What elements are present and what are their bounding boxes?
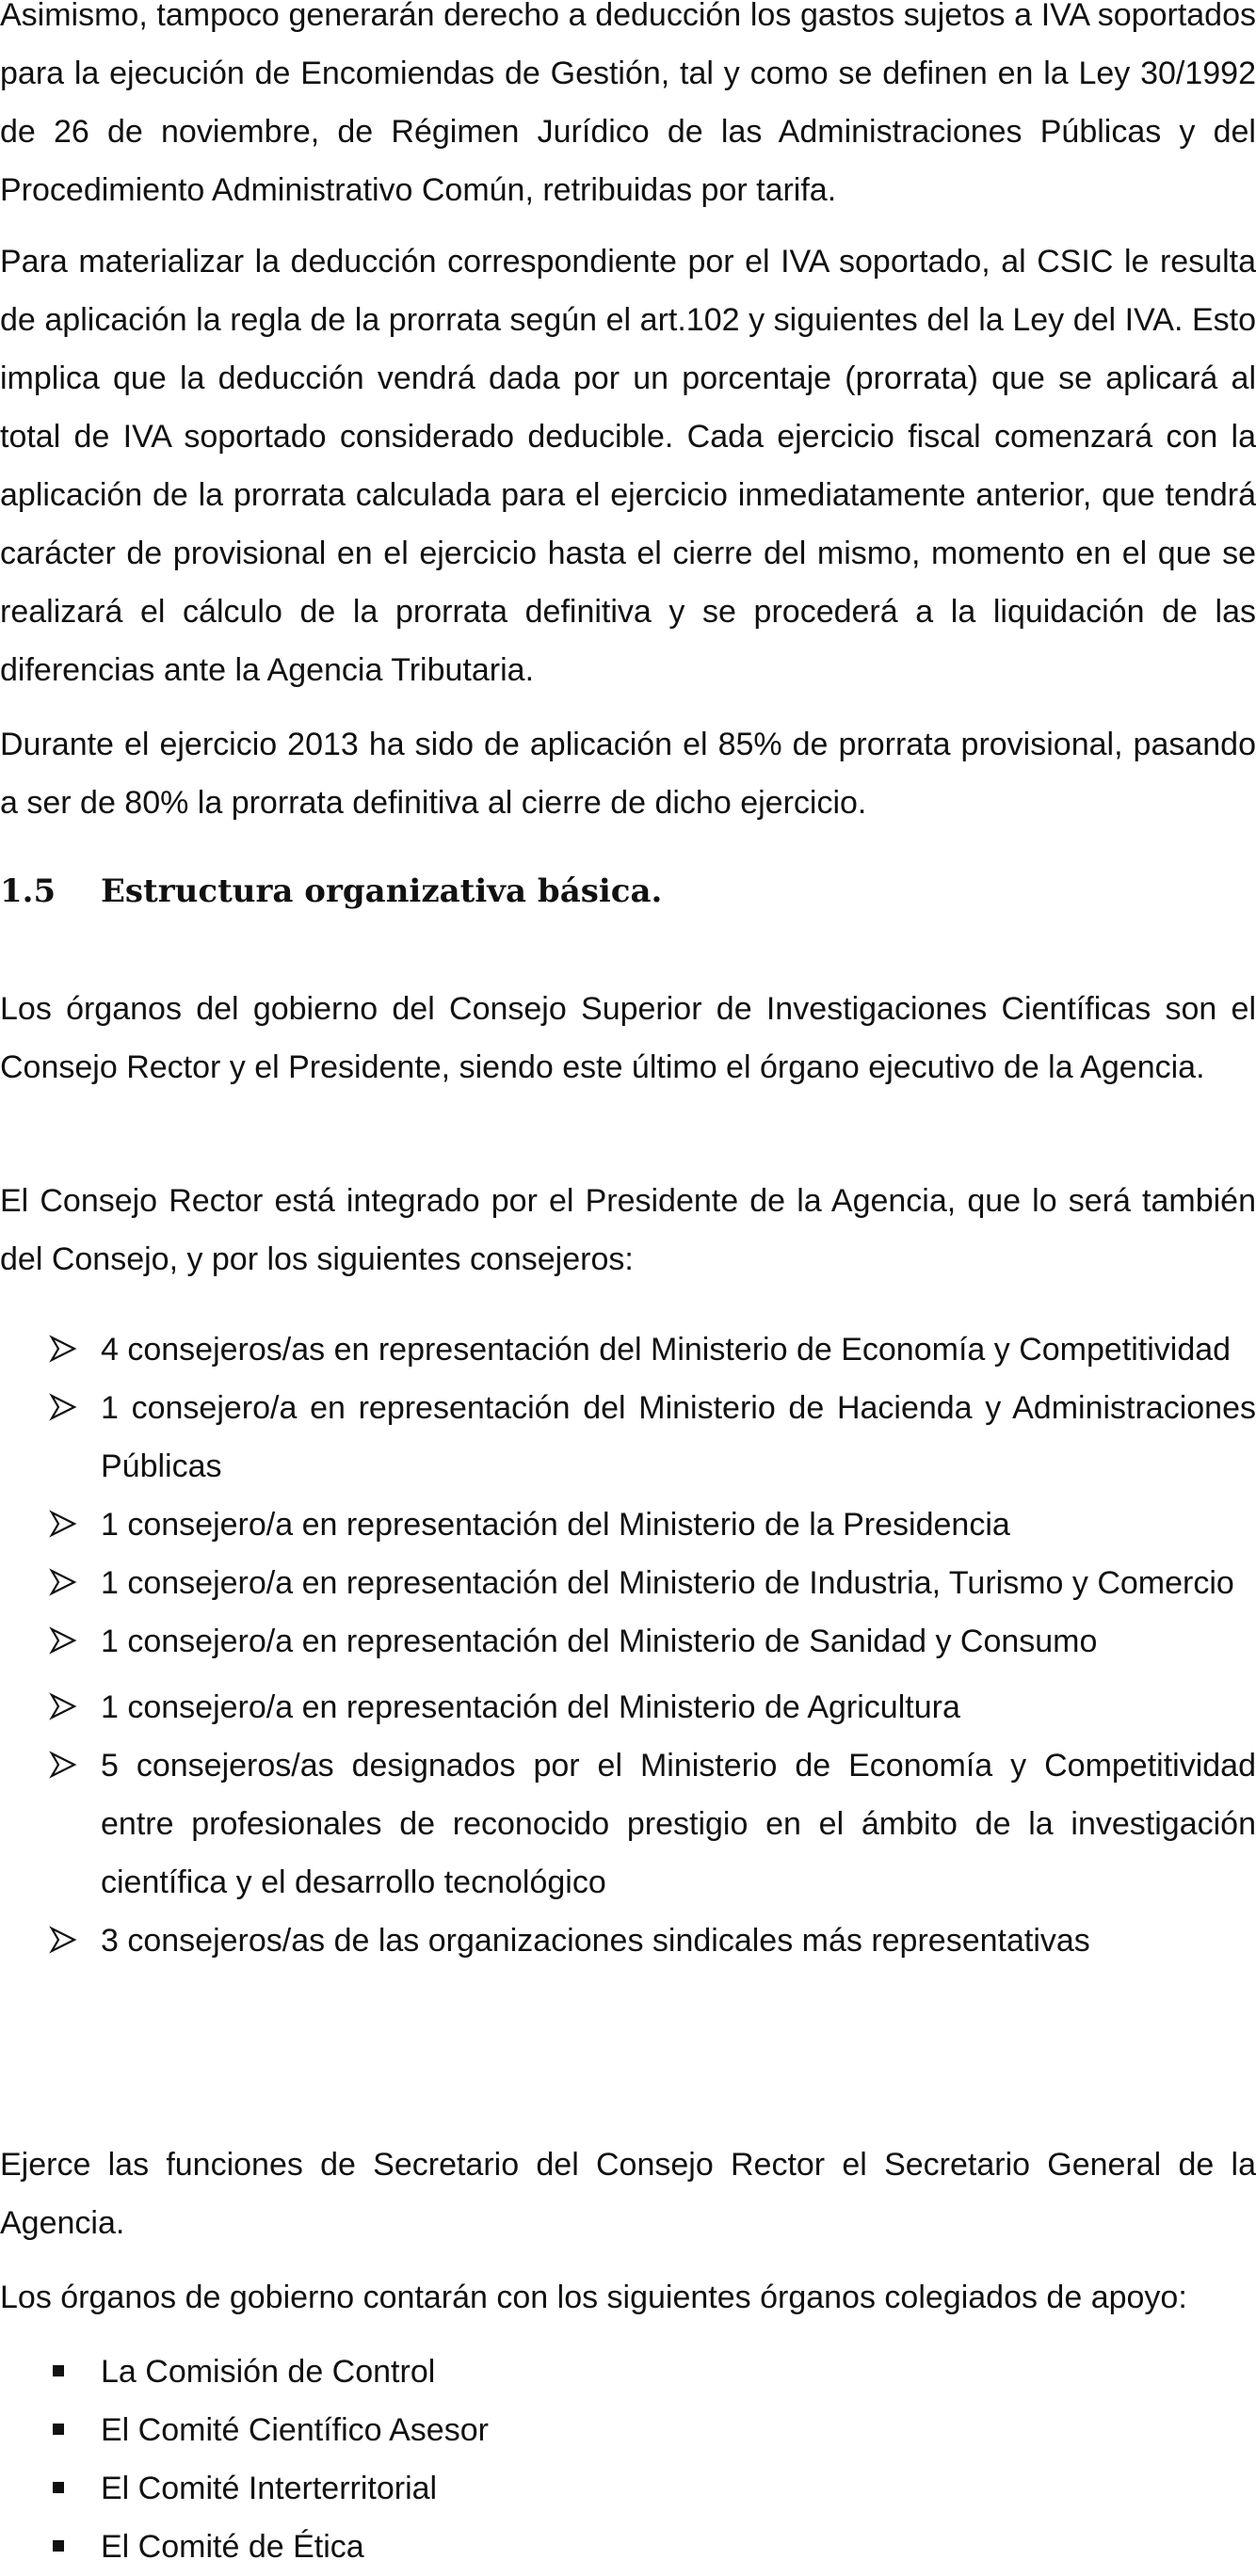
paragraph-iva-encomiendas: Asimismo, tampoco generarán derecho a deducción los gastos sujetos a IVA soportados para la ejecución de Encomiendas de Gestión, tal y como se definen en la Ley 30/1992 de 26 de noviembre, de Régimen Jurídico de las Administraciones Públicas y del Procedimiento Administrativo Común, retribuidas por tarifa. <box>0 0 1256 208</box>
list-item-text: 4 consejeros/as en representación del Ministerio de Economía y Competitividad <box>101 1332 1232 1368</box>
list-item <box>0 1678 1256 1736</box>
list-item <box>0 2518 1256 2576</box>
paragraph-organos-apoyo: Los órganos de gobierno contarán con los siguientes órganos colegiados de apoyo: <box>0 2280 1187 2315</box>
list-item <box>0 1496 1256 1554</box>
section-title: Estructura organizativa básica. <box>101 872 663 910</box>
square-bullet-icon <box>53 2482 64 2493</box>
list-item <box>0 1736 1256 1912</box>
list-item-text: 1 consejero/a en representación del Ministerio de Sanidad y Consumo <box>101 1624 1098 1659</box>
consejeros-list <box>0 1320 1256 1970</box>
square-bullet-icon <box>53 2365 64 2376</box>
list-item-text: La Comisión de Control <box>101 2354 436 2390</box>
arrow-bullet-icon <box>49 1926 77 1954</box>
paragraph-secretario: Ejerce las funciones de Secretario del Consejo Rector el Secretario General de la Agencia. <box>0 2147 1256 2241</box>
arrow-bullet-icon <box>49 1751 77 1779</box>
square-bullet-icon <box>53 2540 64 2552</box>
section-number: 1.5 <box>0 872 56 910</box>
list-item <box>0 1612 1256 1671</box>
arrow-bullet-icon <box>49 1692 77 1720</box>
list-item-text: 3 consejeros/as de las organizaciones sindicales más representativas <box>101 1923 1090 1959</box>
arrow-bullet-icon <box>49 1335 77 1363</box>
square-bullet-icon <box>53 2424 64 2435</box>
paragraph-prorrata: Para materializar la deducción correspondiente por el IVA soportado, al CSIC le resulta de aplicación la regla de la prorrata según el art.102 y siguientes del la Ley del IVA. Esto implica que la deducción vendrá dada por un porcentaje (prorrata) que se aplicará al total de IVA soportado considerado deducible. Cada ejercicio fiscal comenzará con la aplicación de la prorrata calculada para el ejercicio inmediatamente anterior, que tendrá carácter de provisional en el ejercicio hasta el cierre del mismo, momento en el que se realizará el cálculo de la prorrata definitiva y se procederá a la liquidación de las diferencias ante la Agencia Tributaria. <box>0 244 1256 688</box>
list-item-text: 1 consejero/a en representación del Ministerio de Industria, Turismo y Comercio <box>101 1565 1234 1601</box>
arrow-bullet-icon <box>49 1510 77 1538</box>
list-item <box>0 1554 1256 1612</box>
list-item-text: 1 consejero/a en representación del Ministerio de la Presidencia <box>101 1507 1010 1543</box>
list-item-text: 5 consejeros/as designados por el Ministerio de Economía y Competitividad entre profesionales de reconocido prestigio en el ámbito de la investigación científica y el desarrollo tecnológico <box>101 1748 1256 1900</box>
list-item <box>0 2401 1256 2459</box>
paragraph-consejo-rector: El Consejo Rector está integrado por el Presidente de la Agencia, que lo será también del Consejo, y por los siguientes consejeros: <box>0 1183 1256 1277</box>
list-item-text: 1 consejero/a en representación del Ministerio de Agricultura <box>101 1689 960 1725</box>
section-heading <box>0 862 662 920</box>
list-item-text: El Comité de Ética <box>101 2529 364 2565</box>
list-item-text: El Comité Científico Asesor <box>101 2412 489 2448</box>
organos-apoyo-list <box>0 2343 1256 2576</box>
paragraph-ejercicio-2013: Durante el ejercicio 2013 ha sido de aplicación el 85% de prorrata provisional, pasando a ser de 80% la prorrata definitiva al cierre de dicho ejercicio. <box>0 727 1256 821</box>
list-item-text: 1 consejero/a en representación del Ministerio de Hacienda y Administraciones Públicas <box>101 1390 1256 1484</box>
paragraph-organos-gobierno: Los órganos del gobierno del Consejo Superior de Investigaciones Científicas son el Consejo Rector y el Presidente, siendo este último el órgano ejecutivo de la Agencia. <box>0 991 1256 1085</box>
arrow-bullet-icon <box>49 1568 77 1596</box>
list-item <box>0 1379 1256 1496</box>
list-item <box>0 2459 1256 2518</box>
arrow-bullet-icon <box>49 1626 77 1655</box>
list-item <box>0 2343 1256 2401</box>
list-item <box>0 1912 1256 1970</box>
list-item <box>0 1320 1256 1379</box>
list-item-text: El Comité Interterritorial <box>101 2471 438 2506</box>
arrow-bullet-icon <box>49 1393 77 1421</box>
